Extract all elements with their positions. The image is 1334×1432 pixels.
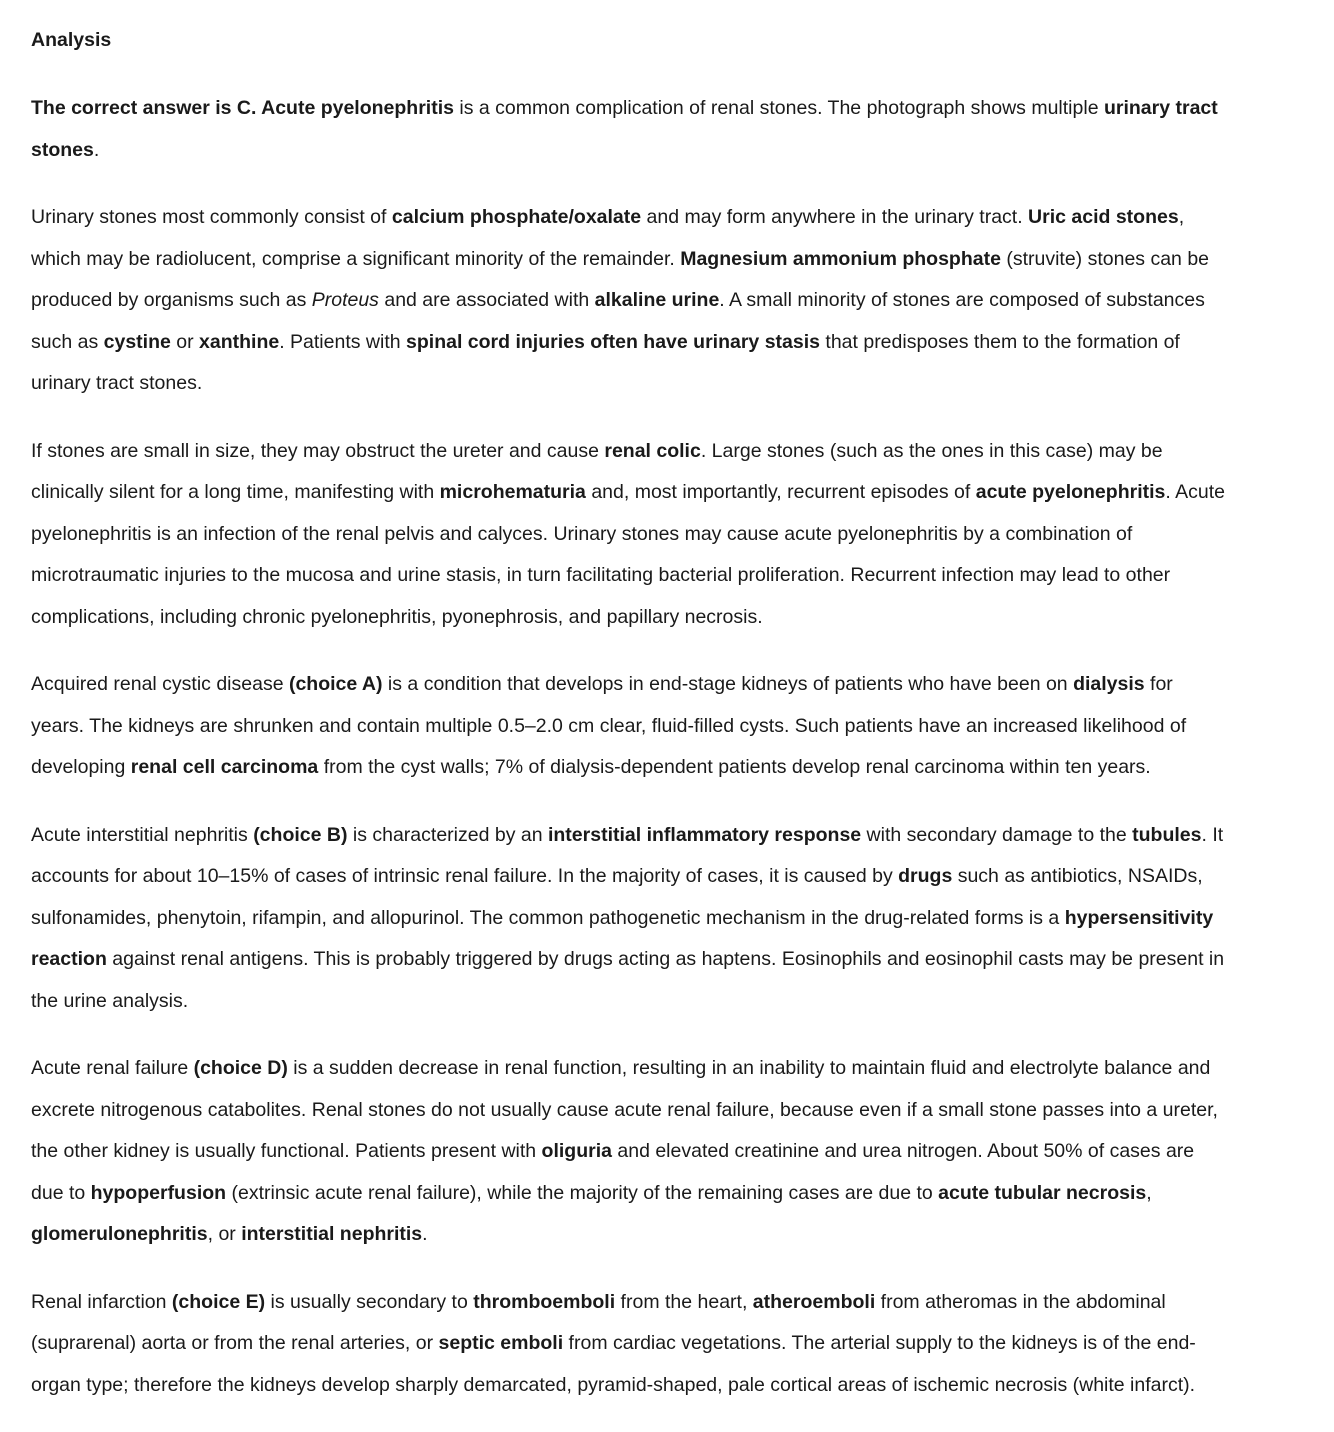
- text-run: against renal antigens. This is probably triggered by drugs acting as haptens. Eosinophils and eosinophil casts may be present in: [106, 948, 1225, 970]
- text-line: [31, 1048, 1316, 1090]
- text-run: microtraumatic injuries to the mucosa and urine stasis, in turn facilitating bacterial proliferation. Recurrent infection may lead to other: [31, 564, 1171, 586]
- text-line: [31, 815, 1316, 857]
- bold-text: Magnesium ammonium phosphate: [680, 247, 1001, 270]
- text-line: [31, 555, 1316, 597]
- text-line: [31, 597, 1316, 639]
- bold-text: The correct answer is C. Acute pyelonephritis: [31, 97, 454, 119]
- paragraph-p5: [31, 815, 1316, 1023]
- text-line: [31, 322, 1316, 364]
- text-line: [31, 1365, 1316, 1407]
- bold-text: acute tubular necrosis: [938, 1181, 1147, 1204]
- bold-text: glomerulonephritis: [31, 1223, 208, 1245]
- text-run: from the cyst walls; 7% of dialysis-dependent patients develop renal carcinoma within ten years.: [318, 756, 1151, 778]
- bold-text: septic emboli: [438, 1332, 564, 1354]
- text-run: (suprarenal) aorta or from the renal arteries, or: [31, 1332, 439, 1354]
- text-line: [31, 1282, 1316, 1324]
- bold-text: thromboemboli: [473, 1290, 616, 1313]
- text-line: [31, 706, 1316, 748]
- text-line: [31, 898, 1316, 940]
- text-run: and may form anywhere in the urinary tract.: [641, 206, 1029, 228]
- text-run: for: [1144, 673, 1173, 695]
- text-run: ,: [1146, 1181, 1152, 1204]
- text-run: , or: [207, 1223, 242, 1245]
- bold-text: oliguria: [541, 1140, 612, 1162]
- bold-text: (choice A): [288, 673, 383, 695]
- paragraph-p3: [31, 431, 1316, 639]
- text-line: [31, 363, 1316, 405]
- text-line: [31, 1323, 1316, 1365]
- text-run: is a common complication of renal stones. The photograph shows multiple: [453, 97, 1104, 119]
- bold-text: renal colic: [604, 439, 701, 462]
- text-run: sulfonamides, phenytoin, rifampin, and allopurinol. The common pathogenetic mechanism in the drug-related forms is a: [31, 906, 1065, 929]
- bold-text: reaction: [31, 948, 107, 970]
- text-run: .: [422, 1223, 428, 1245]
- paragraph-p1: [31, 88, 1316, 171]
- text-line: [31, 88, 1316, 130]
- text-run: is a condition that develops in end-stage kidneys of patients who have been on: [382, 673, 1074, 695]
- bold-text: interstitial inflammatory response: [547, 823, 862, 846]
- text-run: Acute renal failure: [31, 1057, 194, 1079]
- bold-text: hypersensitivity: [1064, 906, 1214, 929]
- text-run: Acute interstitial nephritis: [31, 823, 254, 846]
- text-run: from atheromas in the abdominal: [875, 1290, 1166, 1313]
- bold-text: interstitial nephritis: [241, 1223, 423, 1245]
- text-line: [31, 1214, 1316, 1256]
- bold-text: atheroemboli: [752, 1290, 876, 1313]
- bold-text: renal cell carcinoma: [130, 756, 319, 778]
- text-run: Urinary stones most commonly consist of: [31, 206, 392, 228]
- text-run: (struvite) stones can be: [1000, 247, 1210, 270]
- paragraph-p6: [31, 1048, 1316, 1256]
- paragraph-p4: [31, 664, 1316, 789]
- text-line: [31, 130, 1316, 172]
- bold-text: Uric acid stones: [1028, 206, 1179, 228]
- bold-text: drugs: [898, 865, 953, 887]
- bold-text: hypoperfusion: [90, 1181, 227, 1204]
- italic-text: Proteus: [311, 289, 379, 311]
- text-run: Acquired renal cystic disease: [31, 673, 289, 695]
- text-run: the other kidney is usually functional. Patients present with: [31, 1140, 542, 1162]
- text-line: [31, 939, 1316, 981]
- text-run: clinically silent for a long time, manifesting with: [31, 481, 440, 503]
- text-line: [31, 747, 1316, 789]
- text-run: If stones are small in size, they may obstruct the ureter and cause: [31, 439, 605, 462]
- text-run: and elevated creatinine and urea nitrogen. About 50% of cases are: [611, 1140, 1195, 1162]
- bold-text: microhematuria: [439, 481, 586, 503]
- text-run: . Acute: [1165, 481, 1225, 503]
- text-run: produced by organisms such as: [31, 289, 312, 311]
- text-run: complications, including chronic pyelonephritis, pyonephrosis, and papillary necrosis.: [31, 605, 763, 628]
- text-run: from the heart,: [615, 1290, 753, 1313]
- text-run: due to: [31, 1181, 91, 1204]
- text-line: [31, 239, 1316, 281]
- text-run: with secondary damage to the: [861, 823, 1133, 846]
- text-run: such as antibiotics, NSAIDs,: [952, 865, 1203, 887]
- text-run: organ type; therefore the kidneys develop sharply demarcated, pyramid-shaped, pale cortical areas of ischemic necrosis (white infarct).: [31, 1373, 1196, 1396]
- text-run: . Patients with: [279, 330, 407, 353]
- text-run: is usually secondary to: [265, 1290, 474, 1313]
- text-run: which may be radiolucent, comprise a significant minority of the remainder.: [31, 247, 681, 270]
- bold-text: calcium phosphate/oxalate: [391, 206, 642, 228]
- text-run: and are associated with: [378, 289, 595, 311]
- text-run: . Large stones (such as the ones in this case) may be: [700, 439, 1163, 462]
- text-run: from cardiac vegetations. The arterial supply to the kidneys is of the end-: [563, 1332, 1196, 1354]
- bold-text: urinary tract: [1103, 97, 1218, 119]
- text-run: is characterized by an: [347, 823, 548, 846]
- text-line: [31, 1090, 1316, 1132]
- bold-text: alkaline urine: [594, 289, 720, 311]
- bold-text: (choice E): [171, 1290, 266, 1313]
- text-line: [31, 1131, 1316, 1173]
- text-run: .: [93, 138, 100, 161]
- bold-text: stones: [31, 138, 94, 161]
- text-line: [31, 431, 1316, 473]
- text-run: years. The kidneys are shrunken and contain multiple 0.5–2.0 cm clear, fluid-filled cysts. Such patients have an increased likelihood of: [31, 714, 1187, 737]
- bold-text: acute pyelonephritis: [975, 481, 1166, 503]
- text-run: excrete nitrogenous catabolites. Renal stones do not usually cause acute renal failure, because even if a small stone passes into a ureter,: [31, 1098, 1218, 1121]
- text-run: . A small minority of stones are composed of substances: [719, 289, 1205, 311]
- text-run: and, most importantly, recurrent episodes of: [585, 481, 976, 503]
- text-line: [31, 280, 1316, 322]
- bold-text: (choice D): [193, 1057, 288, 1079]
- text-line: [31, 856, 1316, 898]
- text-run: urinary tract stones.: [31, 372, 203, 394]
- text-run: or: [170, 330, 200, 353]
- analysis-body: [31, 88, 1316, 1406]
- text-run: the urine analysis.: [31, 989, 189, 1012]
- bold-text: tubules: [1132, 823, 1202, 846]
- text-run: developing: [31, 756, 131, 778]
- text-run: accounts for about 10–15% of cases of intrinsic renal failure. In the majority of cases, it is caused by: [31, 865, 899, 887]
- text-run: Renal infarction: [31, 1290, 172, 1313]
- text-run: pyelonephritis is an infection of the renal pelvis and calyces. Urinary stones may cause acute pyelonephritis by a combination of: [31, 522, 1133, 545]
- bold-text: spinal cord injuries often have urinary stasis: [406, 330, 820, 353]
- bold-text: dialysis: [1073, 673, 1145, 695]
- analysis-heading: Analysis: [31, 29, 112, 51]
- text-line: [31, 664, 1316, 706]
- bold-text: cystine: [103, 330, 171, 353]
- analysis-document: [31, 22, 1316, 1432]
- text-run: is a sudden decrease in renal function, resulting in an inability to maintain fluid and electrolyte balance and: [287, 1057, 1211, 1079]
- text-run: that predisposes them to the formation of: [819, 330, 1180, 353]
- text-line: [31, 472, 1316, 514]
- text-line: [31, 981, 1316, 1023]
- text-line: [31, 1173, 1316, 1215]
- text-run: . It: [1201, 823, 1224, 846]
- text-line: [31, 197, 1316, 239]
- bold-text: xanthine: [199, 330, 280, 353]
- paragraph-p7: [31, 1282, 1316, 1407]
- text-run: ,: [1178, 206, 1185, 228]
- text-line: [31, 514, 1316, 556]
- text-run: such as: [31, 330, 104, 353]
- paragraph-p2: [31, 197, 1316, 405]
- text-run: (extrinsic acute renal failure), while the majority of the remaining cases are due to: [226, 1181, 939, 1204]
- bold-text: (choice B): [253, 823, 348, 846]
